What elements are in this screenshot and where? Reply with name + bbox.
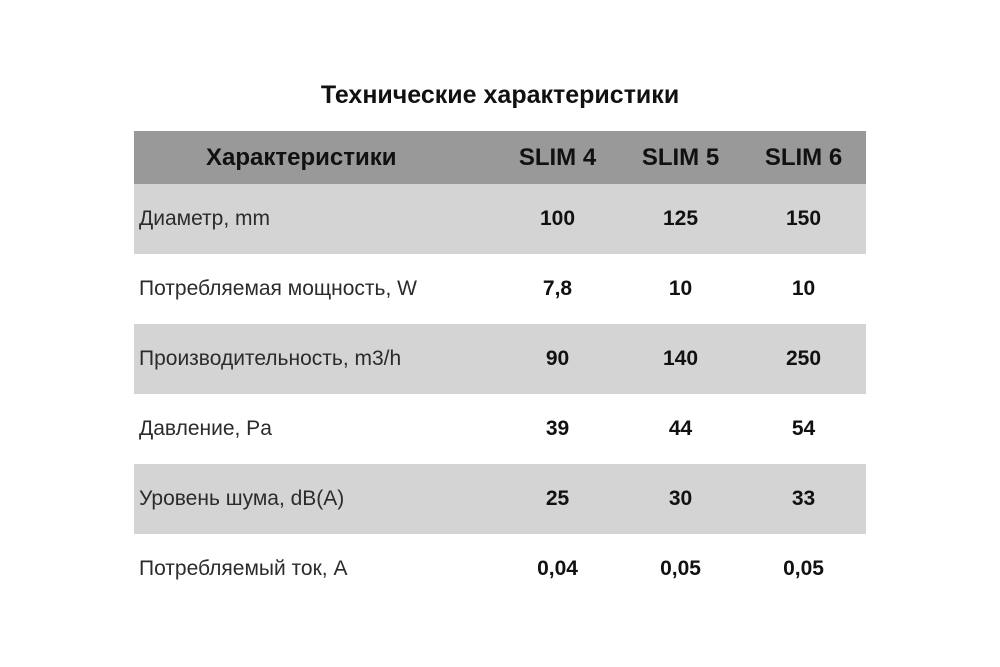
row-value-slim6: 150 [785,207,822,230]
table-row-pressure [134,394,866,464]
table-header-row [134,131,866,184]
row-value-slim6: 33 [791,487,816,510]
table-row-current [134,534,866,604]
row-value-slim4: 39 [545,417,570,440]
row-value-slim6: 0,05 [783,557,824,580]
table-row-noise [134,464,866,534]
row-value-slim6: 250 [785,347,822,370]
row-value-slim4: 90 [545,347,570,370]
row-value-slim5: 140 [662,347,699,370]
row-value-slim5: 0,05 [660,557,701,580]
table-row-diameter [134,184,866,254]
row-label: Давление, Pa [139,417,272,440]
table-row-airflow [134,324,866,394]
row-value-slim4: 0,04 [537,557,578,580]
row-value-slim4: 25 [545,487,570,510]
row-value-slim6: 10 [791,277,816,300]
header-model-slim6: SLIM 6 [764,143,843,171]
header-model-slim5: SLIM 5 [641,143,720,171]
row-label: Производительность, m3/h [139,347,402,370]
row-value-slim4: 100 [539,207,576,230]
row-label: Потребляемая мощность, W [139,277,417,300]
table-row-power [134,254,866,324]
row-value-slim5: 125 [662,207,699,230]
row-value-slim6: 54 [791,417,816,440]
row-value-slim5: 10 [668,277,693,300]
row-value-slim4: 7,8 [542,277,573,300]
row-value-slim5: 30 [668,487,693,510]
row-value-slim5: 44 [668,417,693,440]
header-model-slim4: SLIM 4 [518,143,597,171]
header-characteristics: Характеристики [206,143,397,171]
row-label: Уровень шума, dB(A) [139,487,345,510]
row-label: Диаметр, mm [139,207,271,230]
row-label: Потребляемый ток, A [139,557,348,580]
page-title: Технические характеристики [320,81,680,109]
spec-table [134,131,866,604]
